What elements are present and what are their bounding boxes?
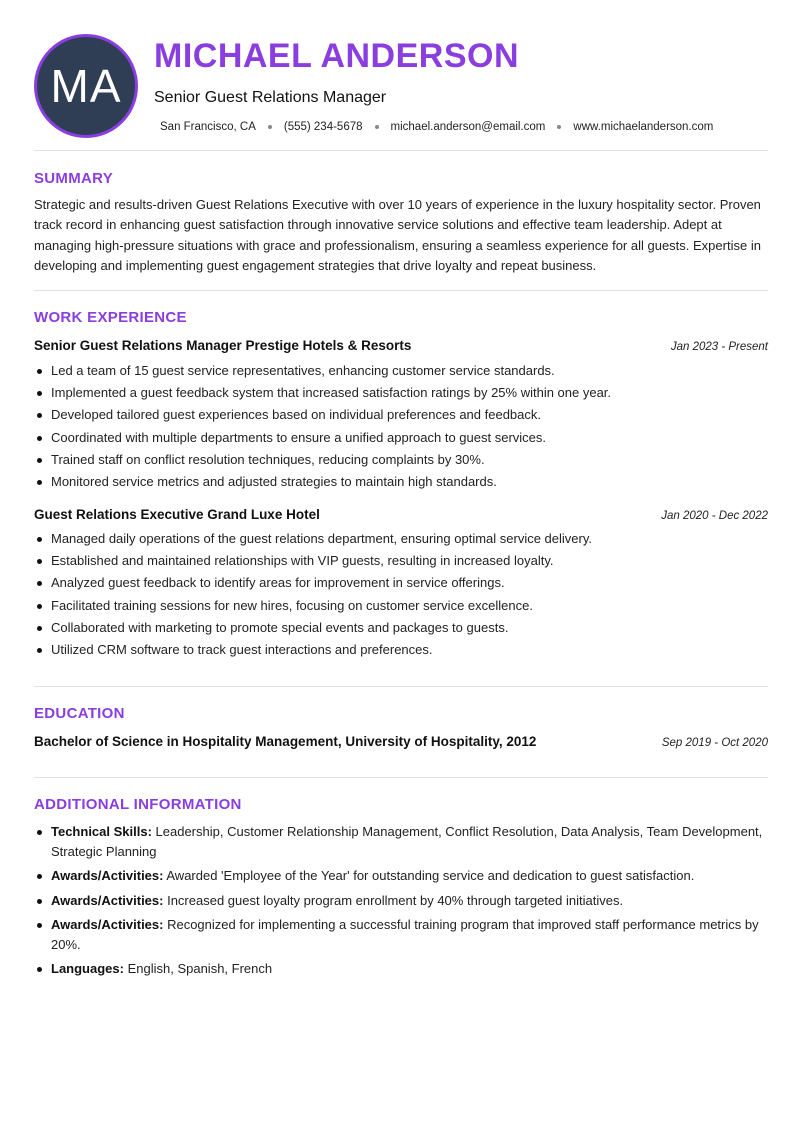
contact-phone: (555) 234-5678 [283,121,363,133]
info-text: Recognized for implementing a successful training program that improved staff performance metrics by 20%. [51,917,759,952]
separator-dot-icon [557,125,561,129]
list-item [34,959,768,979]
summary-text: Strategic and results-driven Guest Relations Executive with over 10 years of experience in the luxury hospitality sector. Proven track record in enhancing guest satisfaction through innovative service solutions and effective team leadership. Adept at managing high-pressure situations with grace and professionalism, ensuring a seamless experience for all guests. Expertise in developing and implementing guest engagement strategies that drive loyalty and repeat business. [34,197,761,273]
list-item [34,891,768,911]
job-bullets [34,360,768,493]
contact-line [160,121,713,133]
info-text: Leadership, Customer Relationship Management, Conflict Resolution, Data Analysis, Team Development, Strategic Planning [51,824,763,859]
list-item [34,822,768,861]
info-label: Awards/Activities: [51,917,164,932]
list-item: Led a team of 15 guest service representatives, enhancing customer service standards. [34,360,768,382]
education-degree: Bachelor of Science in Hospitality Management, University of Hospitality, 2012 [34,734,537,749]
list-item: Developed tailored guest experiences based on individual preferences and feedback. [34,404,768,426]
list-item [34,915,768,954]
list-item [34,866,768,886]
job-dates: Jan 2023 - Present [670,341,768,353]
list-item: Coordinated with multiple departments to ensure a unified approach to guest services. [34,427,768,449]
section-divider [34,290,768,291]
experience-heading: WORK EXPERIENCE [34,309,187,326]
candidate-role: Senior Guest Relations Manager [154,89,387,106]
section-divider [34,686,768,687]
contact-location: San Francisco, CA [160,121,256,133]
info-text: Increased guest loyalty program enrollment by 40% through targeted initiatives. [163,892,624,908]
education-heading: EDUCATION [34,705,125,722]
list-item: Trained staff on conflict resolution techniques, reducing complaints by 30%. [34,449,768,471]
separator-dot-icon [375,125,379,129]
job-title: Guest Relations Executive Grand Luxe Hotel [34,507,320,522]
additional-info-list [34,822,768,984]
summary-heading: SUMMARY [34,170,114,187]
separator-dot-icon [268,125,272,129]
resume-header [34,34,768,138]
section-divider [34,150,768,151]
list-item: Monitored service metrics and adjusted strategies to maintain high standards. [34,471,768,493]
list-item: Facilitated training sessions for new hires, focusing on customer service excellence. [34,595,768,617]
education-entry [34,734,768,749]
candidate-name: MICHAEL ANDERSON [154,37,520,75]
info-label: Technical Skills: [51,824,152,839]
contact-email: michael.anderson@email.com [390,121,546,133]
job-bullets [34,528,768,661]
job-header [34,338,768,353]
job-dates: Jan 2020 - Dec 2022 [661,510,768,522]
info-label: Languages: [51,961,124,976]
info-text: English, Spanish, French [123,961,273,976]
list-item: Analyzed guest feedback to identify areas for improvement in service offerings. [34,572,768,594]
contact-website: www.michaelanderson.com [573,121,714,133]
list-item: Implemented a guest feedback system that increased satisfaction ratings by 25% within one year. [34,382,768,404]
section-divider [34,777,768,778]
info-label: Awards/Activities: [51,868,164,883]
education-dates: Sep 2019 - Oct 2020 [661,737,768,749]
info-label: Awards/Activities: [51,892,164,908]
job-title: Senior Guest Relations Manager Prestige Hotels & Resorts [34,338,412,353]
info-text: Awarded 'Employee of the Year' for outstanding service and dedication to guest satisfaction. [163,868,695,883]
list-item: Collaborated with marketing to promote special events and packages to guests. [34,617,768,639]
avatar [34,34,138,138]
job-header [34,507,768,522]
additional-info-heading: ADDITIONAL INFORMATION [34,796,242,813]
list-item: Managed daily operations of the guest relations department, ensuring optimal service delivery. [34,528,768,550]
list-item: Utilized CRM software to track guest interactions and preferences. [34,639,768,661]
list-item: Established and maintained relationships with VIP guests, resulting in increased loyalty. [34,550,768,572]
avatar-initials: MA [50,60,122,112]
